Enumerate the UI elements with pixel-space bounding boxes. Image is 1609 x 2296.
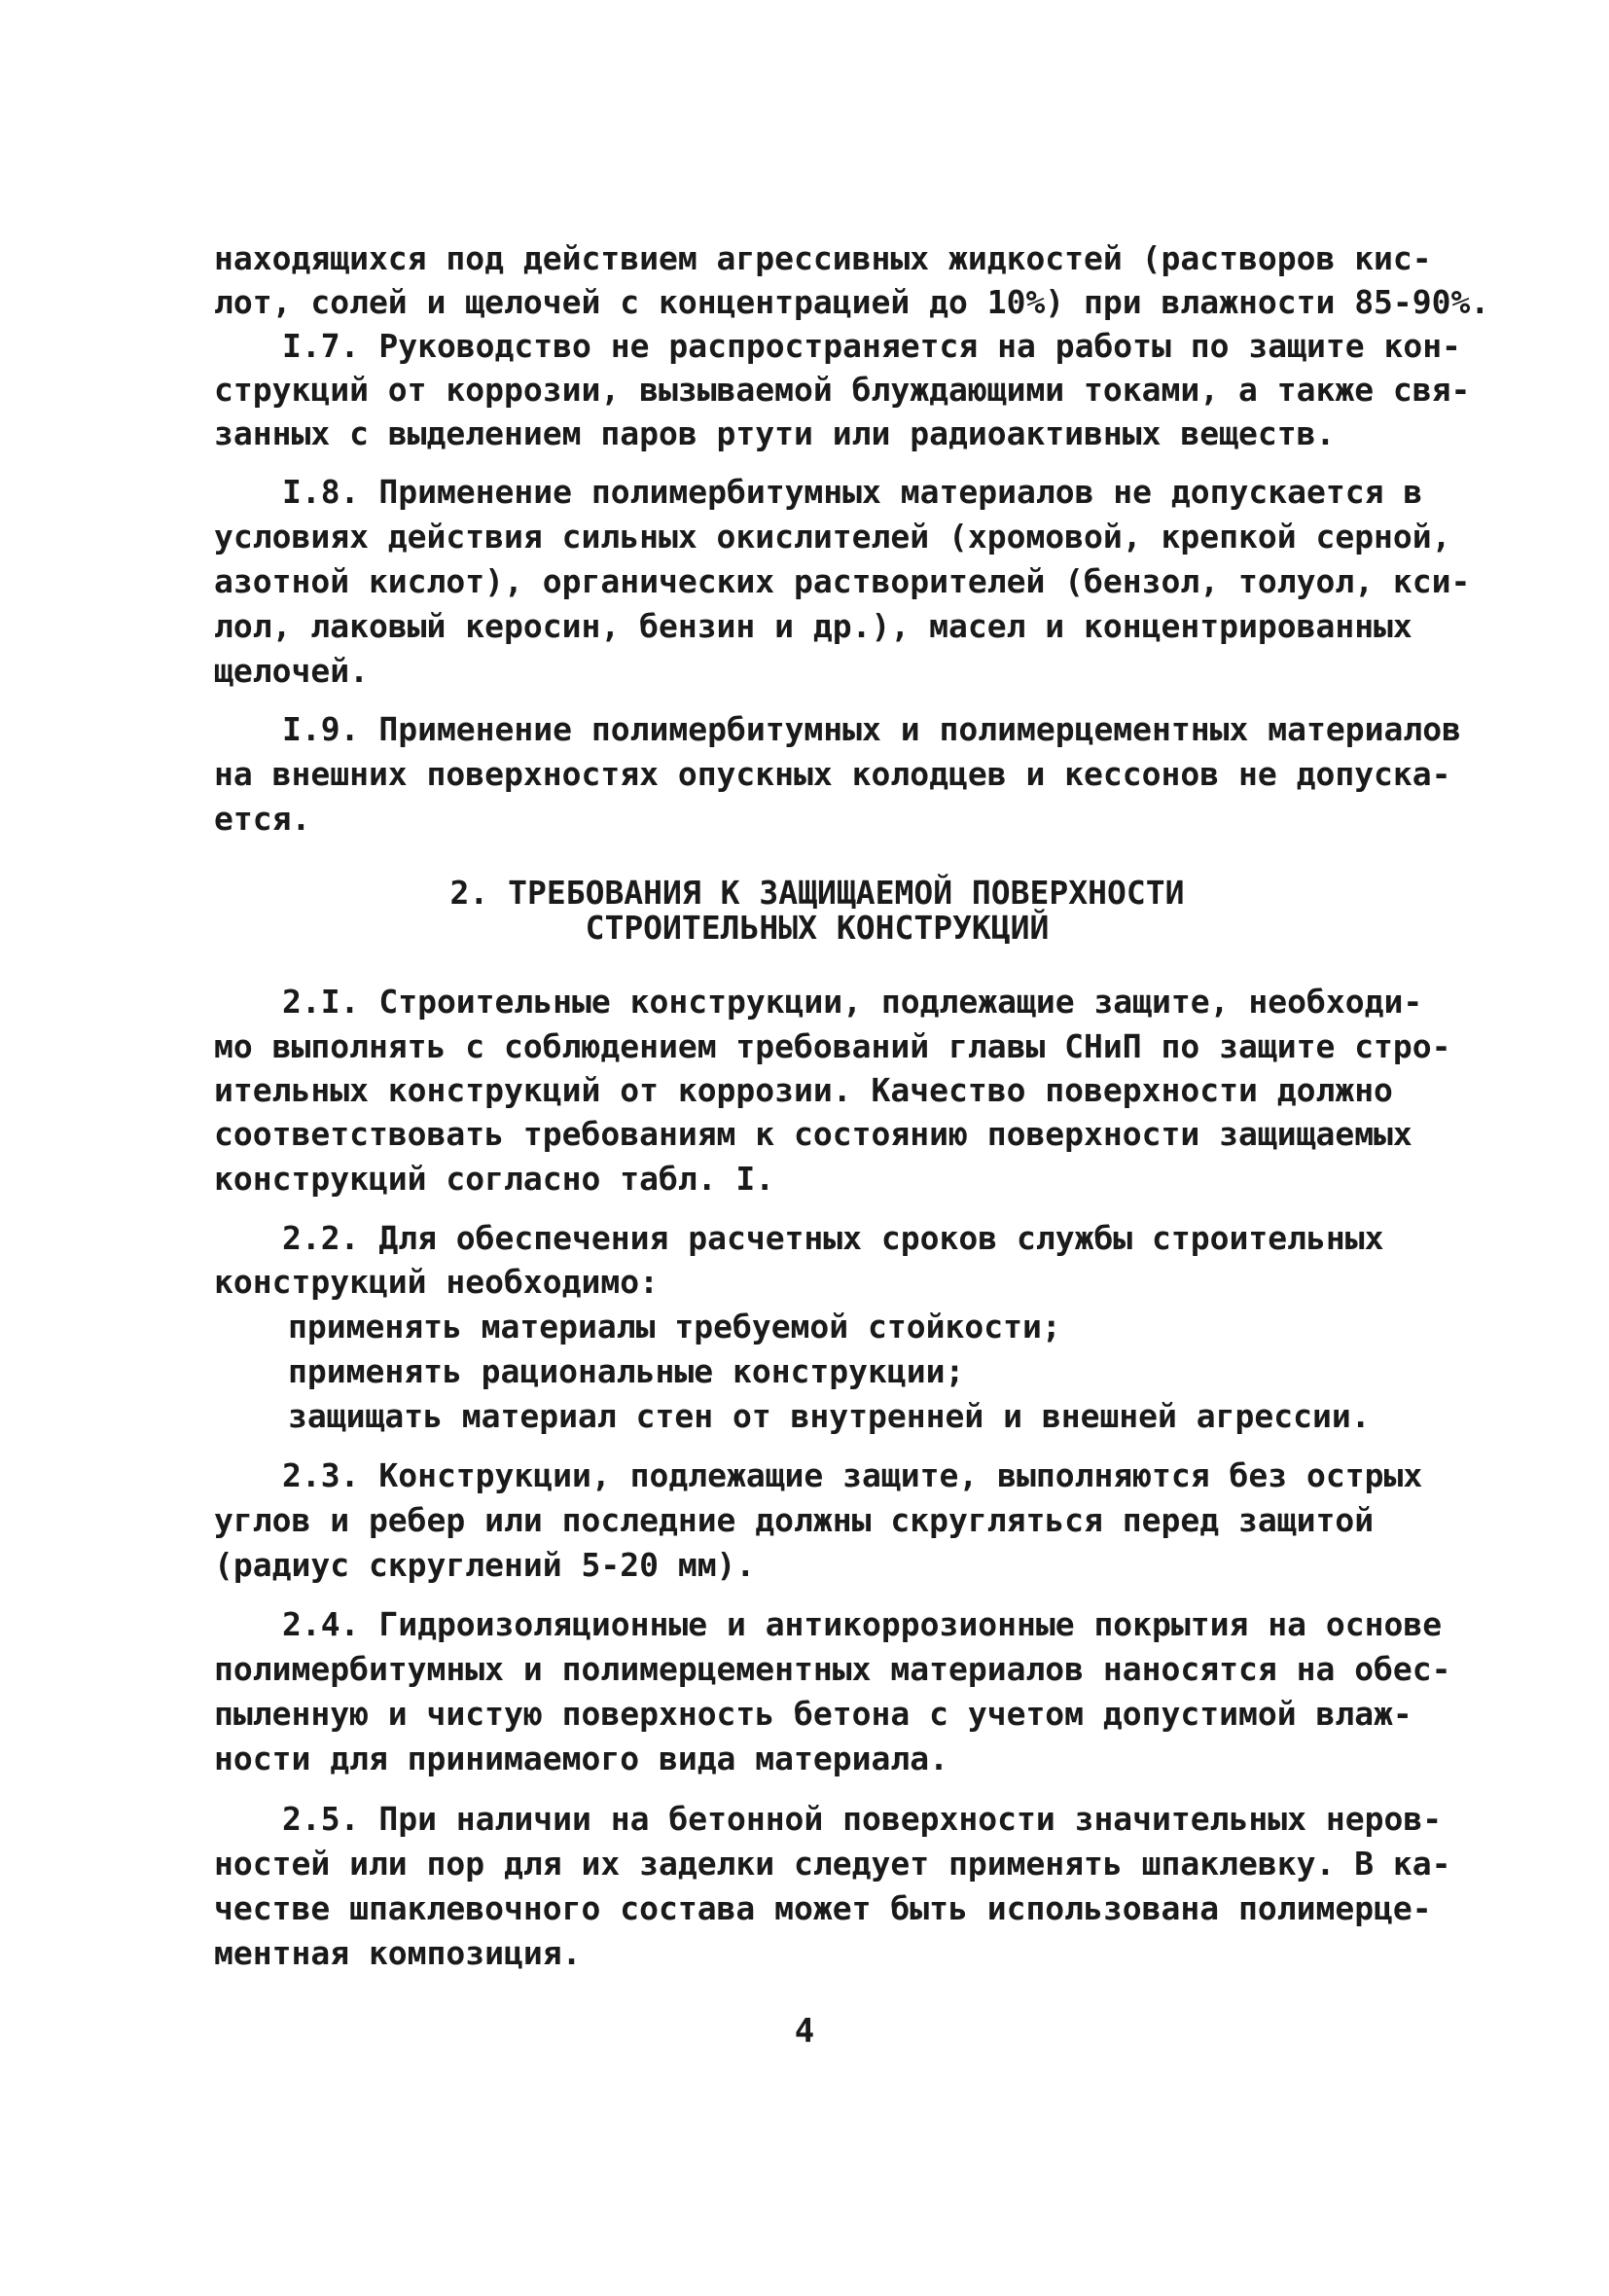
paragraph-line: полимербитумных и полимерцементных материалов наносятся на обес- xyxy=(214,1650,1451,1688)
paragraph-line: на внешних поверхностях опускных колодцев и кессонов не допуска- xyxy=(214,755,1451,793)
paragraph-line: I.8. Применение полимербитумных материалов не допускается в xyxy=(282,473,1423,511)
page-number: 4 xyxy=(794,2012,815,2051)
paragraph-line: (радиус скруглений 5-20 мм). xyxy=(214,1546,756,1584)
paragraph-line: ности для принимаемого вида материала. xyxy=(214,1740,948,1777)
list-item: защищать материал стен от внутренней и внешней агрессии. xyxy=(288,1397,1371,1435)
paragraph-line: мо выполнять с соблюдением требований главы СНиП по защите стро- xyxy=(214,1027,1451,1065)
paragraph-line: честве шпаклевочного состава может быть использована полимерце- xyxy=(214,1889,1432,1927)
paragraph-line: ностей или пор для их заделки следует применять шпаклевку. В ка- xyxy=(214,1845,1451,1883)
list-item: применять материалы требуемой стойкости; xyxy=(288,1308,1061,1345)
paragraph-line: ется. xyxy=(214,800,311,838)
paragraph-line: I.7. Руководство не распространяется на работы по защите кон- xyxy=(282,327,1461,365)
paragraph-line: щелочей. xyxy=(214,652,369,690)
paragraph-line: конструкций необходимо: xyxy=(214,1263,659,1301)
paragraph-line: лот, солей и щелочей с концентрацией до 10%) при влажности 85-90%. xyxy=(214,283,1490,321)
paragraph-line: I.9. Применение полимербитумных и полимерцементных материалов xyxy=(282,710,1461,748)
paragraph-line: углов и ребер или последние должны скругляться перед защитой xyxy=(214,1501,1375,1539)
section-heading: 2. ТРЕБОВАНИЯ К ЗАЩИЩАЕМОЙ ПОВЕРХНОСТИ xyxy=(449,874,1185,912)
paragraph-line: лол, лаковый керосин, бензин и др.), масел и концентрированных xyxy=(214,607,1412,645)
paragraph-line: 2.4. Гидроизоляционные и антикоррозионные покрытия на основе xyxy=(282,1605,1443,1643)
paragraph-line: ментная композиция. xyxy=(214,1934,582,1972)
paragraph-line: 2.2. Для обеспечения расчетных сроков службы строительных xyxy=(282,1219,1384,1257)
paragraph-line: струкций от коррозии, вызываемой блуждающими токами, а также свя- xyxy=(214,371,1471,409)
paragraph-line: ительных конструкций от коррозии. Качество поверхности должно xyxy=(214,1071,1393,1109)
paragraph-line: условиях действия сильных окислителей (хромовой, крепкой серной, xyxy=(214,518,1451,556)
section-heading: СТРОИТЕЛЬНЫХ КОНСТРУКЦИЙ xyxy=(585,909,1050,947)
paragraph-line: 2.5. При наличии на бетонной поверхности значительных неров- xyxy=(282,1800,1443,1838)
paragraph-line: 2.3. Конструкции, подлежащие защите, выполняются без острых xyxy=(282,1456,1423,1494)
paragraph-line: пыленную и чистую поверхность бетона с учетом допустимой влаж- xyxy=(214,1695,1412,1733)
paragraph-line: занных с выделением паров ртути или радиоактивных веществ. xyxy=(214,414,1336,452)
paragraph-line: азотной кислот), органических растворителей (бензол, толуол, кси- xyxy=(214,562,1471,600)
list-item: применять рациональные конструкции; xyxy=(288,1352,965,1390)
paragraph-line: конструкций согласно табл. I. xyxy=(214,1160,775,1198)
paragraph-line: 2.I. Строительные конструкции, подлежащие защите, необходи- xyxy=(282,983,1423,1021)
paragraph-line: соответствовать требованиям к состоянию поверхности защищаемых xyxy=(214,1115,1412,1153)
paragraph-line: находящихся под действием агрессивных жидкостей (растворов кис- xyxy=(214,239,1432,277)
